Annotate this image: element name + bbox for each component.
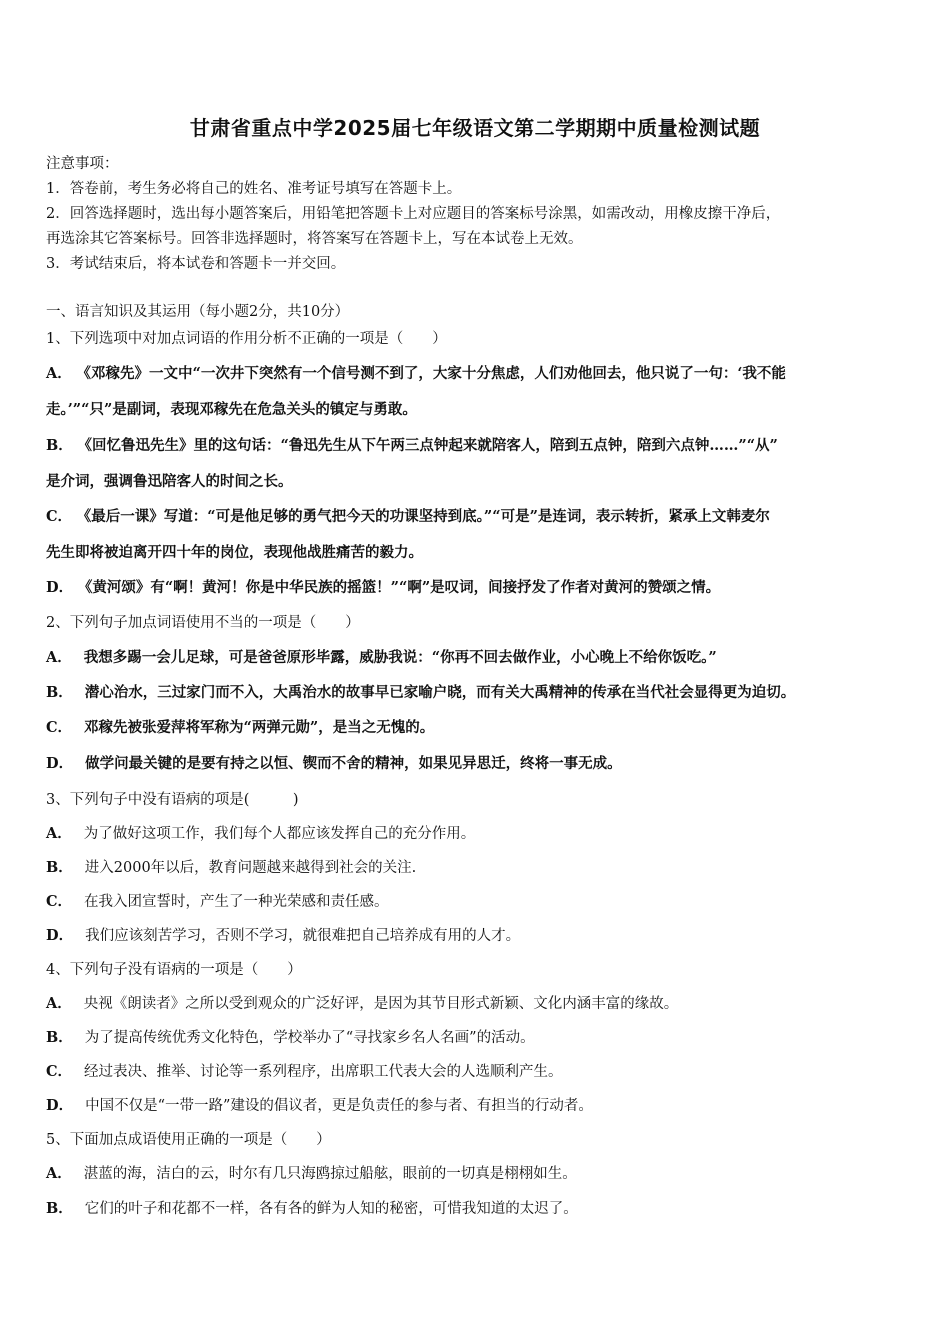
option-line <box>46 924 520 945</box>
option-line <box>46 1060 563 1081</box>
option-label: C． <box>46 719 73 736</box>
option-text: 它们的叶子和花都不一样，各有各的鲜为人知的秘密，可惜我知道的太迟了。 <box>84 1201 578 1217</box>
notice-heading: 注意事项： <box>46 156 119 172</box>
option-text: 中国不仅是“一带一路”建设的倡议者，更是负责任的参与者、有担当的行动者。 <box>85 1098 593 1114</box>
option-continuation: 是介词，强调鲁迅陪客人的时间之长。 <box>46 473 293 490</box>
option-label: D． <box>46 579 74 596</box>
page-title: 甘肃省重点中学2025届七年级语文第二学期期中质量检测试题 <box>189 116 761 140</box>
option-label: A． <box>46 365 72 382</box>
notice-item: 3．考试结束后，将本试卷和答题卡一并交回。 <box>46 256 346 272</box>
question-stem: 4、下列句子没有语病的一项是（ ） <box>46 962 302 978</box>
option-line <box>46 1162 577 1183</box>
option-line <box>46 646 717 667</box>
option-text: 《最后一课》写道：“可是他足够的勇气把今天的功课坚持到底。”“可是”是连词，表示转折，紧承上文韩麦尔 <box>84 508 770 525</box>
option-label: D． <box>46 755 74 772</box>
option-line <box>46 856 416 877</box>
option-line <box>46 1197 578 1218</box>
question-stem: 2、下列句子加点词语使用不当的一项是（ ） <box>46 615 360 631</box>
option-text: 《回忆鲁迅先生》里的这句话：“鲁迅先生从下午两三点钟起来就陪客人，陪到五点钟，陪到六点钟……”“从” <box>84 437 778 454</box>
option-label: D． <box>46 927 74 944</box>
option-label: B． <box>46 437 73 454</box>
option-text: 《黄河颂》有“啊！黄河！你是中华民族的摇篮！”“啊”是叹词，间接抒发了作者对黄河的赞颂之情。 <box>85 579 721 596</box>
option-continuation: 走。’”“只”是副词，表现邓稼先在危急关头的镇定与勇敢。 <box>46 401 417 418</box>
question-stem: 5、下面加点成语使用正确的一项是（ ） <box>46 1132 331 1148</box>
option-label: B． <box>46 859 73 876</box>
option-text: 潜心治水，三过家门而不入，大禹治水的故事早已家喻户晓，而有关大禹精神的传承在当代社会显得更为迫切。 <box>84 684 796 701</box>
option-line <box>46 576 720 597</box>
option-label: C． <box>46 893 73 910</box>
option-text: 为了做好这项工作，我们每个人都应该发挥自己的充分作用。 <box>83 826 476 842</box>
option-label: A． <box>46 1165 72 1182</box>
option-line <box>46 1094 593 1115</box>
option-line <box>46 681 795 702</box>
option-label: C． <box>46 1063 73 1080</box>
option-label: B． <box>46 684 73 701</box>
option-label: A． <box>46 649 72 666</box>
option-text: 经过表决、推举、讨论等一系列程序，出席职工代表大会的人选顺利产生。 <box>84 1064 563 1080</box>
option-line <box>46 752 622 773</box>
option-text: 做学问最关键的是要有持之以恒、锲而不舍的精神，如果见异思迁，终将一事无成。 <box>85 755 622 772</box>
option-label: D． <box>46 1097 74 1114</box>
notice-item: 1．答卷前，考生务必将自己的姓名、准考证号填写在答题卡上。 <box>46 181 462 197</box>
option-line <box>46 992 678 1013</box>
option-label: B． <box>46 1029 73 1046</box>
option-label: C． <box>46 508 73 525</box>
option-text: 进入2000年以后，教育问题越来越得到社会的关注. <box>84 860 417 876</box>
option-label: A． <box>46 825 72 842</box>
option-text: 我想多踢一会儿足球，可是爸爸原形毕露，威胁我说：“你再不回去做作业，小心晚上不给你饭吃。” <box>83 649 717 666</box>
option-line <box>46 716 434 737</box>
option-line <box>46 505 770 526</box>
option-text: 为了提高传统优秀文化特色，学校举办了“寻找家乡名人名画”的活动。 <box>84 1030 535 1046</box>
option-continuation: 先生即将被迫离开四十年的岗位，表现他战胜痛苦的毅力。 <box>46 544 423 561</box>
option-text: 《邓稼先》一文中“一次井下突然有一个信号测不到了，大家十分焦虑，人们劝他回去，他只说了一句：‘我不能 <box>83 365 786 382</box>
option-text: 央视《朗读者》之所以受到观众的广泛好评，是因为其节目形式新颖、文化内涵丰富的缘故。 <box>83 996 679 1012</box>
option-line <box>46 362 786 383</box>
section-heading: 一、语言知识及其运用（每小题2分，共10分） <box>46 304 350 320</box>
option-text: 我们应该刻苦学习，否则不学习，就很难把自己培养成有用的人才。 <box>85 928 521 944</box>
option-text: 湛蓝的海，洁白的云，时尔有几只海鸥掠过船舷，眼前的一切真是栩栩如生。 <box>83 1166 577 1182</box>
option-line <box>46 822 475 843</box>
option-label: B． <box>46 1200 73 1217</box>
question-stem: 3、下列句子中没有语病的项是( ) <box>46 792 299 808</box>
option-text: 在我入团宣誓时，产生了一种光荣感和责任感。 <box>84 894 389 910</box>
question-stem: 1、下列选项中对加点词语的作用分析不正确的一项是（ ） <box>46 331 447 347</box>
option-label: A． <box>46 995 72 1012</box>
option-line <box>46 1026 535 1047</box>
option-line <box>46 434 778 455</box>
option-text: 邓稼先被张爱萍将军称为“两弹元勋”，是当之无愧的。 <box>84 719 435 736</box>
option-line <box>46 890 389 911</box>
notice-item: 再选涂其它答案标号。回答非选择题时，将答案写在答题卡上，写在本试卷上无效。 <box>46 231 583 247</box>
notice-item: 2．回答选择题时，选出每小题答案后，用铅笔把答题卡上对应题目的答案标号涂黑，如需改动，用橡皮擦干净后， <box>46 206 781 222</box>
